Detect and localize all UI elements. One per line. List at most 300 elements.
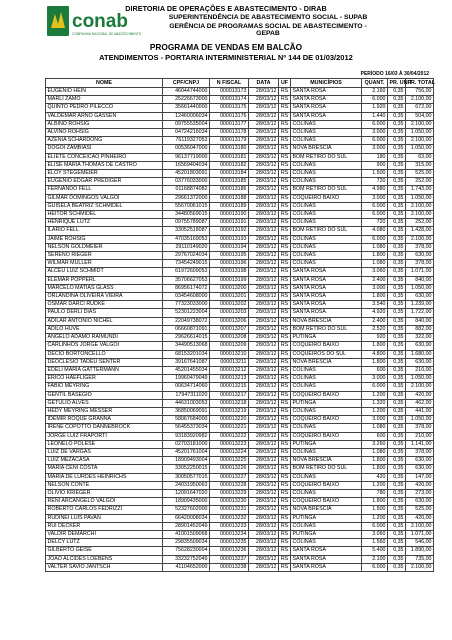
- cell-cpf: 66420008034: [163, 514, 210, 522]
- cell-pr-unit: 0,35: [388, 268, 406, 276]
- cell-cpf: 02703181000: [163, 440, 210, 448]
- cell-pr-total: 1.722,00: [406, 309, 434, 317]
- cell-pr-total: 273,00: [406, 489, 434, 497]
- cell-nfiscal: 000013189: [210, 202, 249, 210]
- cell-pr-total: 840,00: [406, 276, 434, 284]
- cell-quant: 3.060: [362, 530, 388, 538]
- cell-nfiscal: 000013195: [210, 252, 249, 260]
- cell-cpf: 77323033000: [163, 301, 210, 309]
- cell-data: 28/03/12: [249, 268, 279, 276]
- table-row: [46, 489, 434, 497]
- cell-nome: ELOY STEGEMEIER: [46, 170, 163, 178]
- cell-data: 28/03/12: [249, 88, 279, 96]
- cell-municipio: COQUEIROS DO SUL: [291, 350, 362, 358]
- cell-pr-unit: 0,35: [388, 293, 406, 301]
- cell-uf: RS: [279, 145, 291, 153]
- cell-pr-unit: 0,35: [388, 96, 406, 104]
- cell-nfiscal: 000013192: [210, 227, 249, 235]
- cell-pr-unit: 0,35: [388, 252, 406, 260]
- cell-uf: RS: [279, 186, 291, 194]
- cell-pr-unit: 0,35: [388, 342, 406, 350]
- cell-nfiscal: 000013185: [210, 178, 249, 186]
- cell-uf: RS: [279, 317, 291, 325]
- cell-municipio: SANTA ROSA: [291, 563, 362, 571]
- cell-cpf: 33052250015: [163, 465, 210, 473]
- table-row: [46, 481, 434, 489]
- cell-nome: NELSON CONTE: [46, 481, 163, 489]
- cell-uf: RS: [279, 342, 291, 350]
- cell-pr-unit: 0,35: [388, 112, 406, 120]
- cell-pr-total: 420,00: [406, 391, 434, 399]
- cell-data: 28/03/12: [249, 530, 279, 538]
- cell-uf: RS: [279, 506, 291, 514]
- cell-cpf: 33232752049: [163, 555, 210, 563]
- cell-pr-unit: 0,35: [388, 260, 406, 268]
- table-row: [46, 96, 434, 104]
- cell-data: 28/03/12: [249, 334, 279, 342]
- cell-nome: HEITOR SCHMIDEL: [46, 211, 163, 219]
- cell-data: 28/03/12: [249, 153, 279, 161]
- cell-pr-unit: 0,35: [388, 448, 406, 456]
- cell-nome: FERNANDO FELL: [46, 186, 163, 194]
- cell-uf: RS: [279, 391, 291, 399]
- cell-cpf: 75628230004: [163, 547, 210, 555]
- table-row: [46, 366, 434, 374]
- page-title: PROGRAMA DE VENDAS EM BALCÃO: [149, 42, 303, 52]
- cell-nome: JOAO ALCIDES LOEBENS: [46, 555, 163, 563]
- cell-municipio: SANTA ROSA: [291, 309, 362, 317]
- cell-nfiscal: 000013228: [210, 481, 249, 489]
- cell-data: 28/03/12: [249, 342, 279, 350]
- cell-nfiscal: 000013226: [210, 465, 249, 473]
- cell-nfiscal: 000013181: [210, 153, 249, 161]
- cell-uf: RS: [279, 555, 291, 563]
- cell-cpf: 19960479049: [163, 375, 210, 383]
- table-row: [46, 260, 434, 268]
- cell-quant: 1.200: [362, 407, 388, 415]
- table-row: [46, 317, 434, 325]
- cell-pr-total: 840,00: [406, 317, 434, 325]
- cell-nfiscal: 000013191: [210, 219, 249, 227]
- cell-nome: LUIZ DE VARGAS: [46, 448, 163, 456]
- cell-pr-unit: 0,35: [388, 88, 406, 96]
- cell-uf: RS: [279, 243, 291, 251]
- cell-data: 28/03/12: [249, 260, 279, 268]
- cell-quant: 780: [362, 489, 388, 497]
- cell-cpf: 29835509034: [163, 539, 210, 547]
- cell-nome: MARCELO MATIAS GLASS: [46, 284, 163, 292]
- cell-municipio: SANTA ROSA: [291, 88, 362, 96]
- cell-cpf: 12091647020: [163, 489, 210, 497]
- cell-nfiscal: 000013220: [210, 416, 249, 424]
- cell-pr-unit: 0,35: [388, 440, 406, 448]
- cell-municipio: COLINAS: [291, 383, 362, 391]
- cell-nome: AZENIA SCHARDONG: [46, 137, 163, 145]
- cell-quant: 3.000: [362, 284, 388, 292]
- cell-uf: RS: [279, 325, 291, 333]
- cell-municipio: NOVA BRESCIA: [291, 358, 362, 366]
- cell-uf: RS: [279, 112, 291, 120]
- cell-municipio: SANTA ROSA: [291, 104, 362, 112]
- cell-pr-total: 525,00: [406, 506, 434, 514]
- cell-cpf: 58067684000: [163, 416, 210, 424]
- cell-uf: RS: [279, 465, 291, 473]
- cell-nome: PAULO DERLI DIAS: [46, 309, 163, 317]
- table-row: [46, 186, 434, 194]
- cell-cpf: 44631003053: [163, 399, 210, 407]
- table-row: [46, 424, 434, 432]
- cell-nome: LUIZ MEZACASA: [46, 457, 163, 465]
- cell-uf: RS: [279, 284, 291, 292]
- cell-cpf: 33052518087: [163, 227, 210, 235]
- cell-data: 28/03/12: [249, 416, 279, 424]
- cell-pr-unit: 0,35: [388, 194, 406, 202]
- cell-nfiscal: 000013174: [210, 96, 249, 104]
- cell-quant: 6.000: [362, 120, 388, 128]
- cell-municipio: COQUEIRO BAIXO: [291, 432, 362, 440]
- cell-nfiscal: 000013218: [210, 399, 249, 407]
- cell-pr-unit: 0,35: [388, 465, 406, 473]
- cell-nfiscal: 000013236: [210, 547, 249, 555]
- cell-pr-unit: 0,35: [388, 170, 406, 178]
- cell-nfiscal: 000013176: [210, 112, 249, 120]
- table-row: [46, 153, 434, 161]
- cell-data: 28/03/12: [249, 555, 279, 563]
- cell-nfiscal: 000013186: [210, 186, 249, 194]
- cell-data: 28/03/12: [249, 161, 279, 169]
- cell-pr-unit: 0,35: [388, 416, 406, 424]
- cell-uf: RS: [279, 407, 291, 415]
- cell-nome: ORLANDINA OLIVEIRA VIEIRA: [46, 293, 163, 301]
- cell-pr-unit: 0,35: [388, 563, 406, 571]
- cell-quant: 6.000: [362, 137, 388, 145]
- cell-nfiscal: 000013207: [210, 325, 249, 333]
- cell-data: 28/03/12: [249, 375, 279, 383]
- cell-quant: 1.800: [362, 342, 388, 350]
- cell-uf: RS: [279, 530, 291, 538]
- cell-nfiscal: 000013199: [210, 276, 249, 284]
- cell-quant: 3.000: [362, 145, 388, 153]
- cell-uf: RS: [279, 383, 291, 391]
- cell-pr-total: 315,00: [406, 161, 434, 169]
- cell-quant: 180: [362, 153, 388, 161]
- cell-quant: 1.800: [362, 457, 388, 465]
- table-row: [46, 284, 434, 292]
- cell-data: 28/03/12: [249, 112, 279, 120]
- cell-data: 28/03/12: [249, 301, 279, 309]
- cell-municipio: BOM RETIRO DO SUL: [291, 186, 362, 194]
- cell-cpf: 96137719000: [163, 153, 210, 161]
- cell-uf: RS: [279, 268, 291, 276]
- cell-pr-unit: 0,35: [388, 219, 406, 227]
- cell-municipio: PUTINGA: [291, 514, 362, 522]
- column-header-municipios: MUNICÍPIOS: [291, 79, 362, 88]
- cell-cpf: 22049738072: [163, 317, 210, 325]
- cell-nome: MARIA DE LURDES HEINRICHS: [46, 473, 163, 481]
- cell-uf: RS: [279, 161, 291, 169]
- cell-pr-unit: 0,35: [388, 547, 406, 555]
- cell-pr-total: 441,00: [406, 407, 434, 415]
- table-row: [46, 112, 434, 120]
- table-row: [46, 530, 434, 538]
- cell-uf: RS: [279, 96, 291, 104]
- table-row: [46, 555, 434, 563]
- table-row: [46, 448, 434, 456]
- cell-data: 28/03/12: [249, 104, 279, 112]
- cell-municipio: COLINAS: [291, 448, 362, 456]
- cell-municipio: COLINAS: [291, 366, 362, 374]
- cell-data: 28/03/12: [249, 145, 279, 153]
- table-row: [46, 350, 434, 358]
- logo-wordmark: conab: [72, 11, 128, 32]
- cell-nfiscal: 000013190: [210, 211, 249, 219]
- cell-pr-unit: 0,35: [388, 161, 406, 169]
- cell-nome: ILARIO FELL: [46, 227, 163, 235]
- cell-pr-total: 630,00: [406, 293, 434, 301]
- cell-nome: HENRIQUE LUTZ: [46, 219, 163, 227]
- cell-pr-unit: 0,35: [388, 276, 406, 284]
- table-row: [46, 342, 434, 350]
- cell-cpf: 68153201034: [163, 350, 210, 358]
- cell-pr-total: 420,00: [406, 514, 434, 522]
- cell-municipio: SANTA ROSA: [291, 284, 362, 292]
- cell-data: 28/03/12: [249, 178, 279, 186]
- cell-pr-unit: 0,35: [388, 522, 406, 530]
- cell-data: 28/03/12: [249, 457, 279, 465]
- cell-data: 28/03/12: [249, 506, 279, 514]
- cell-data: 28/03/12: [249, 317, 279, 325]
- cell-pr-unit: 0,35: [388, 104, 406, 112]
- cell-municipio: BOM RETIRO DO SUL: [291, 325, 362, 333]
- table-row: [46, 88, 434, 96]
- cell-nome: RENI ARCANGELO VALGOI: [46, 498, 163, 506]
- cell-pr-total: 1.050,00: [406, 129, 434, 137]
- header-directorate: DIRETORIA DE OPERAÇÕES E ABASTECIMENTO - DIRAB: [125, 4, 327, 13]
- cell-nfiscal: 000013209: [210, 342, 249, 350]
- cell-pr-unit: 0,35: [388, 399, 406, 407]
- column-header-data: DATA: [249, 79, 279, 88]
- cell-municipio: COLINAS: [291, 407, 362, 415]
- cell-nome: WILMAR MULLER: [46, 260, 163, 268]
- cell-cpf: 76119327053: [163, 137, 210, 145]
- cell-municipio: COLINAS: [291, 424, 362, 432]
- cell-pr-unit: 0,35: [388, 153, 406, 161]
- table-row: [46, 129, 434, 137]
- cell-nome: FABIO MEYRING: [46, 383, 163, 391]
- cell-cpf: 06660871091: [163, 325, 210, 333]
- cell-pr-total: 630,00: [406, 498, 434, 506]
- cell-quant: 600: [362, 366, 388, 374]
- cell-nfiscal: 000013196: [210, 260, 249, 268]
- table-row: [46, 243, 434, 251]
- column-header-quant: QUANT.: [362, 79, 388, 88]
- cell-uf: RS: [279, 170, 291, 178]
- cell-nfiscal: 000013200: [210, 284, 249, 292]
- cell-nome: ADILO HUVE: [46, 325, 163, 333]
- cell-quant: 600: [362, 432, 388, 440]
- cell-nfiscal: 000013215: [210, 383, 249, 391]
- cell-nome: VALDEMAR ARNO GASSEN: [46, 112, 163, 120]
- cell-data: 28/03/12: [249, 498, 279, 506]
- cell-pr-unit: 0,35: [388, 555, 406, 563]
- cell-cpf: 35661440000: [163, 104, 210, 112]
- cell-quant: 1.800: [362, 252, 388, 260]
- cell-pr-total: 756,00: [406, 88, 434, 96]
- cell-cpf: 29626614015: [163, 334, 210, 342]
- cell-cpf: 39167641087: [163, 358, 210, 366]
- cell-data: 28/03/12: [249, 366, 279, 374]
- cell-data: 28/03/12: [249, 96, 279, 104]
- cell-cpf: 55670061015: [163, 202, 210, 210]
- cell-pr-total: 1.050,00: [406, 284, 434, 292]
- cell-municipio: COLINAS: [291, 539, 362, 547]
- cell-uf: RS: [279, 547, 291, 555]
- cell-nome: DELCY LUTZ: [46, 539, 163, 547]
- table-row: [46, 325, 434, 333]
- cell-quant: 920: [362, 334, 388, 342]
- cell-pr-total: 630,00: [406, 252, 434, 260]
- cell-uf: RS: [279, 104, 291, 112]
- cell-uf: RS: [279, 334, 291, 342]
- cell-nome: VALDIR DEMARCHI: [46, 530, 163, 538]
- cell-pr-unit: 0,35: [388, 375, 406, 383]
- cell-quant: 3.000: [362, 416, 388, 424]
- cell-nfiscal: 000013231: [210, 506, 249, 514]
- cell-cpf: 36850069091: [163, 407, 210, 415]
- cell-quant: 2.160: [362, 88, 388, 96]
- cell-cpf: 46044744000: [163, 88, 210, 96]
- cell-nome: SERENO RIEGER: [46, 252, 163, 260]
- cell-pr-total: 2.100,00: [406, 563, 434, 571]
- cell-data: 28/03/12: [249, 243, 279, 251]
- cell-municipio: PUTINGA: [291, 399, 362, 407]
- cell-data: 28/03/12: [249, 120, 279, 128]
- column-header-nfiscal: N FISCAL: [210, 79, 249, 88]
- cell-quant: 4.920: [362, 309, 388, 317]
- cell-pr-unit: 0,35: [388, 366, 406, 374]
- cell-uf: RS: [279, 440, 291, 448]
- cell-cpf: 41001509068: [163, 530, 210, 538]
- cell-pr-unit: 0,35: [388, 383, 406, 391]
- cell-data: 28/03/12: [249, 350, 279, 358]
- cell-municipio: COLINAS: [291, 243, 362, 251]
- cell-nfiscal: 000013238: [210, 563, 249, 571]
- cell-nfiscal: 000013235: [210, 539, 249, 547]
- cell-pr-unit: 0,35: [388, 235, 406, 243]
- cell-pr-total: 1.071,00: [406, 530, 434, 538]
- cell-nfiscal: 000013193: [210, 235, 249, 243]
- cell-nfiscal: 000013177: [210, 120, 249, 128]
- cell-uf: RS: [279, 219, 291, 227]
- cell-municipio: COLINAS: [291, 120, 362, 128]
- cell-pr-total: 2.100,00: [406, 137, 434, 145]
- cell-municipio: COQUEIRO BAIXO: [291, 416, 362, 424]
- cell-quant: 1.800: [362, 293, 388, 301]
- cell-quant: 3.000: [362, 129, 388, 137]
- cell-pr-total: 322,00: [406, 334, 434, 342]
- cell-nome: IDEMIR ROQUE GRANNA: [46, 416, 163, 424]
- cell-nome: MARIA CENI COSTA: [46, 465, 163, 473]
- cell-data: 28/03/12: [249, 465, 279, 473]
- cell-pr-total: 1.050,00: [406, 145, 434, 153]
- cell-pr-unit: 0,35: [388, 391, 406, 399]
- cell-nome: EUGENIO EDGAR PREDIGER: [46, 178, 163, 186]
- cell-nome: HEDY MEYRING MESSER: [46, 407, 163, 415]
- table-header-row: [46, 79, 434, 88]
- cell-nome: VALTER SAVIO JANTSCH: [46, 563, 163, 571]
- column-header-pr-unit: PR. UNIT: [389, 80, 413, 86]
- cell-quant: 6.000: [362, 235, 388, 243]
- cell-nfiscal: 000013175: [210, 104, 249, 112]
- cell-nfiscal: 000013194: [210, 243, 249, 251]
- cell-municipio: COLINAS: [291, 129, 362, 137]
- cell-pr-unit: 0,35: [388, 514, 406, 522]
- cell-uf: RS: [279, 448, 291, 456]
- cell-nome: JORGE LUIZ FRAPORTI: [46, 432, 163, 440]
- cell-data: 28/03/12: [249, 276, 279, 284]
- cell-data: 28/03/12: [249, 325, 279, 333]
- cell-uf: RS: [279, 489, 291, 497]
- cell-pr-unit: 0,35: [388, 457, 406, 465]
- cell-nfiscal: 000013217: [210, 391, 249, 399]
- cell-data: 28/03/12: [249, 424, 279, 432]
- table-row: [46, 219, 434, 227]
- cell-uf: RS: [279, 424, 291, 432]
- cell-cpf: 16569404034: [163, 161, 210, 169]
- table-row: [46, 301, 434, 309]
- cell-nfiscal: 000013237: [210, 555, 249, 563]
- cell-quant: 6.000: [362, 202, 388, 210]
- cell-quant: 6.000: [362, 563, 388, 571]
- table-row: [46, 432, 434, 440]
- cell-cpf: 09755535004: [163, 120, 210, 128]
- cell-pr-total: 378,00: [406, 243, 434, 251]
- table-row: [46, 145, 434, 153]
- cell-quant: 4.800: [362, 350, 388, 358]
- table-row: [46, 391, 434, 399]
- cell-municipio: COLINAS: [291, 202, 362, 210]
- cell-quant: 6.000: [362, 96, 388, 104]
- cell-nome: ELEMAR POPPERL: [46, 276, 163, 284]
- cell-quant: 3.540: [362, 301, 388, 309]
- table-row: [46, 563, 434, 571]
- cell-cpf: 61972609053: [163, 268, 210, 276]
- cell-data: 28/03/12: [249, 399, 279, 407]
- cell-data: 28/03/12: [249, 202, 279, 210]
- cell-nfiscal: 000013180: [210, 145, 249, 153]
- cell-pr-unit: 0,35: [388, 129, 406, 137]
- cell-pr-total: 1.050,00: [406, 375, 434, 383]
- cell-cpf: 30050577015: [163, 473, 210, 481]
- cell-uf: RS: [279, 137, 291, 145]
- cell-data: 28/03/12: [249, 235, 279, 243]
- table-row: [46, 522, 434, 530]
- cell-cpf: 52301223004: [163, 309, 210, 317]
- cell-quant: 1.920: [362, 104, 388, 112]
- cell-uf: RS: [279, 481, 291, 489]
- cell-cpf: 03776033000: [163, 178, 210, 186]
- cell-pr-total: 210,00: [406, 366, 434, 374]
- cell-uf: RS: [279, 235, 291, 243]
- cell-data: 28/03/12: [249, 137, 279, 145]
- cell-pr-unit: 0,35: [388, 186, 406, 194]
- cell-pr-unit: 0,35: [388, 120, 406, 128]
- cell-nome: GILBERTO GEISE: [46, 547, 163, 555]
- cell-nfiscal: 000013182: [210, 161, 249, 169]
- cell-nfiscal: 000013212: [210, 366, 249, 374]
- cell-uf: RS: [279, 358, 291, 366]
- cell-uf: RS: [279, 88, 291, 96]
